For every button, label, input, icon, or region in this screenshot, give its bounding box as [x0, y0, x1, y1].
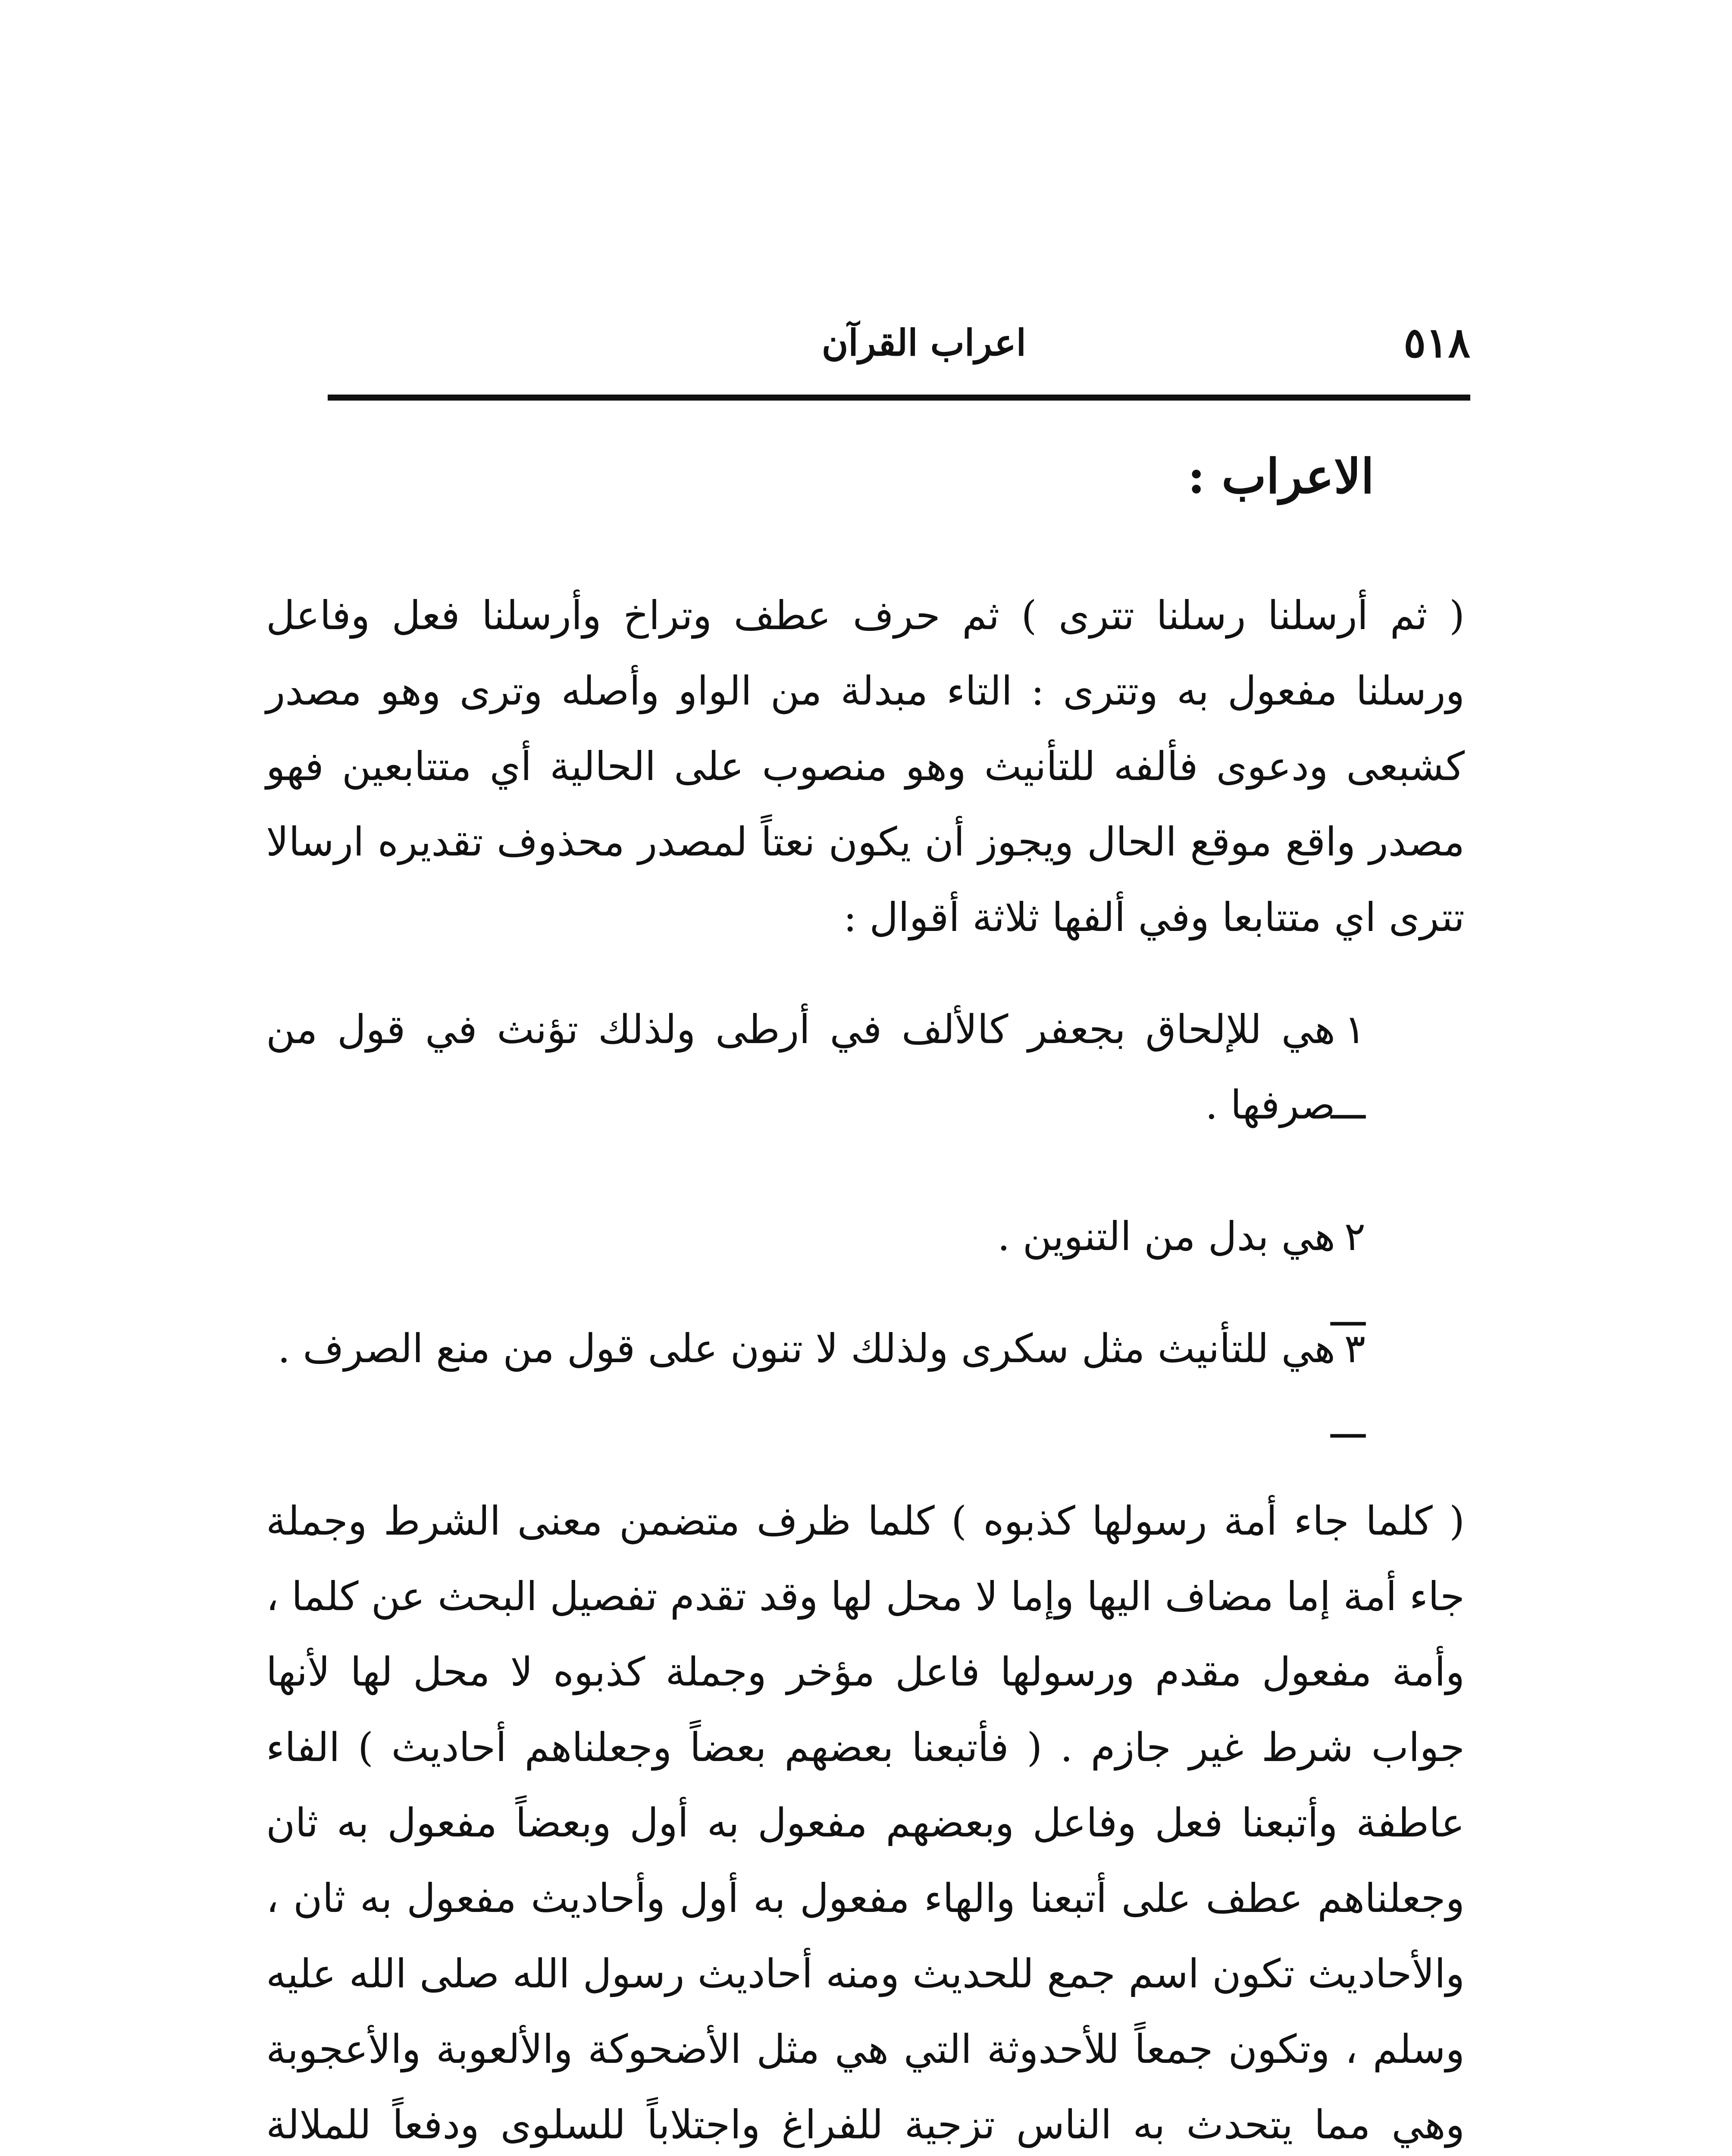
header-divider — [328, 395, 1470, 401]
running-title: اعراب القرآن — [821, 321, 1026, 364]
list-item-text: هي للإلحاق بجعفر كالألف في أرطى ولذلك تؤنث في قول من صرفها . — [266, 1006, 1335, 1128]
list-item-3 — [266, 1311, 1465, 1462]
page-header — [328, 302, 1470, 367]
list-item-number: ٣ ـــ — [1331, 1326, 1366, 1447]
list-item-1 — [266, 992, 1465, 1143]
list-item-number: ١ ـــ — [1331, 1006, 1366, 1128]
list-item-number: ٢ ـــ — [1331, 1213, 1366, 1335]
list-item-text: هي للتأنيث مثل سكرى ولذلك لا تنون على قول من منع الصرف . — [277, 1326, 1335, 1372]
paragraph-2: ( كلما جاء أمة رسولها كذبوه ) كلما ظرف متضمن معنى الشرط وجملة جاء أمة إما مضاف اليها وإما لا محل لها وقد تقدم تفصيل البحث عن كلما ، وأمة مفعول مقدم ورسولها فاعل مؤخر وجملة كذبوه لا محل لها لأنها جواب شرط غير جازم . ( فأتبعنا بعضهم بعضاً وجعلناهم أحاديث ) الفاء عاطفة وأتبعنا فعل وفاعل وبعضهم مفعول به أول وبعضاً مفعول به ثان وجعلناهم عطف على أتبعنا والهاء مفعول به أول وأحاديث مفعول به ثان ، والأحاديث تكون اسم جمع للحديث ومنه أحاديث رسول الله صلى الله عليه وسلم ، وتكون جمعاً للأحدوثة التي هي مثل الأضحوكة والألعوبة والأعجوبة وهي مما يتحدث به الناس تزجية للفراغ واجتلاباً للسلوى ودفعاً للملالة — [266, 1498, 1465, 2148]
list-item-text: هي بدل من التنوين . — [997, 1213, 1335, 1260]
paragraph-1: ( ثم أرسلنا رسلنا تترى ) ثم حرف عطف وتراخ وأرسلنا فعل وفاعل ورسلنا مفعول به وتترى : التاء مبدلة من الواو وأصله وترى وهو مصدر كشبعى ودعوى فألفه للتأنيث وهو منصوب على الحالية أي متتابعين فهو مصدر واقع موقع الحال ويجوز أن يكون نعتاً لمصدر محذوف تقديره ارسالا تترى اي متتابعا وفي ألفها ثلاثة أقوال : — [266, 592, 1465, 940]
page-number: ٥١٨ — [1403, 318, 1470, 367]
section-heading: الاعراب : — [1187, 448, 1374, 504]
